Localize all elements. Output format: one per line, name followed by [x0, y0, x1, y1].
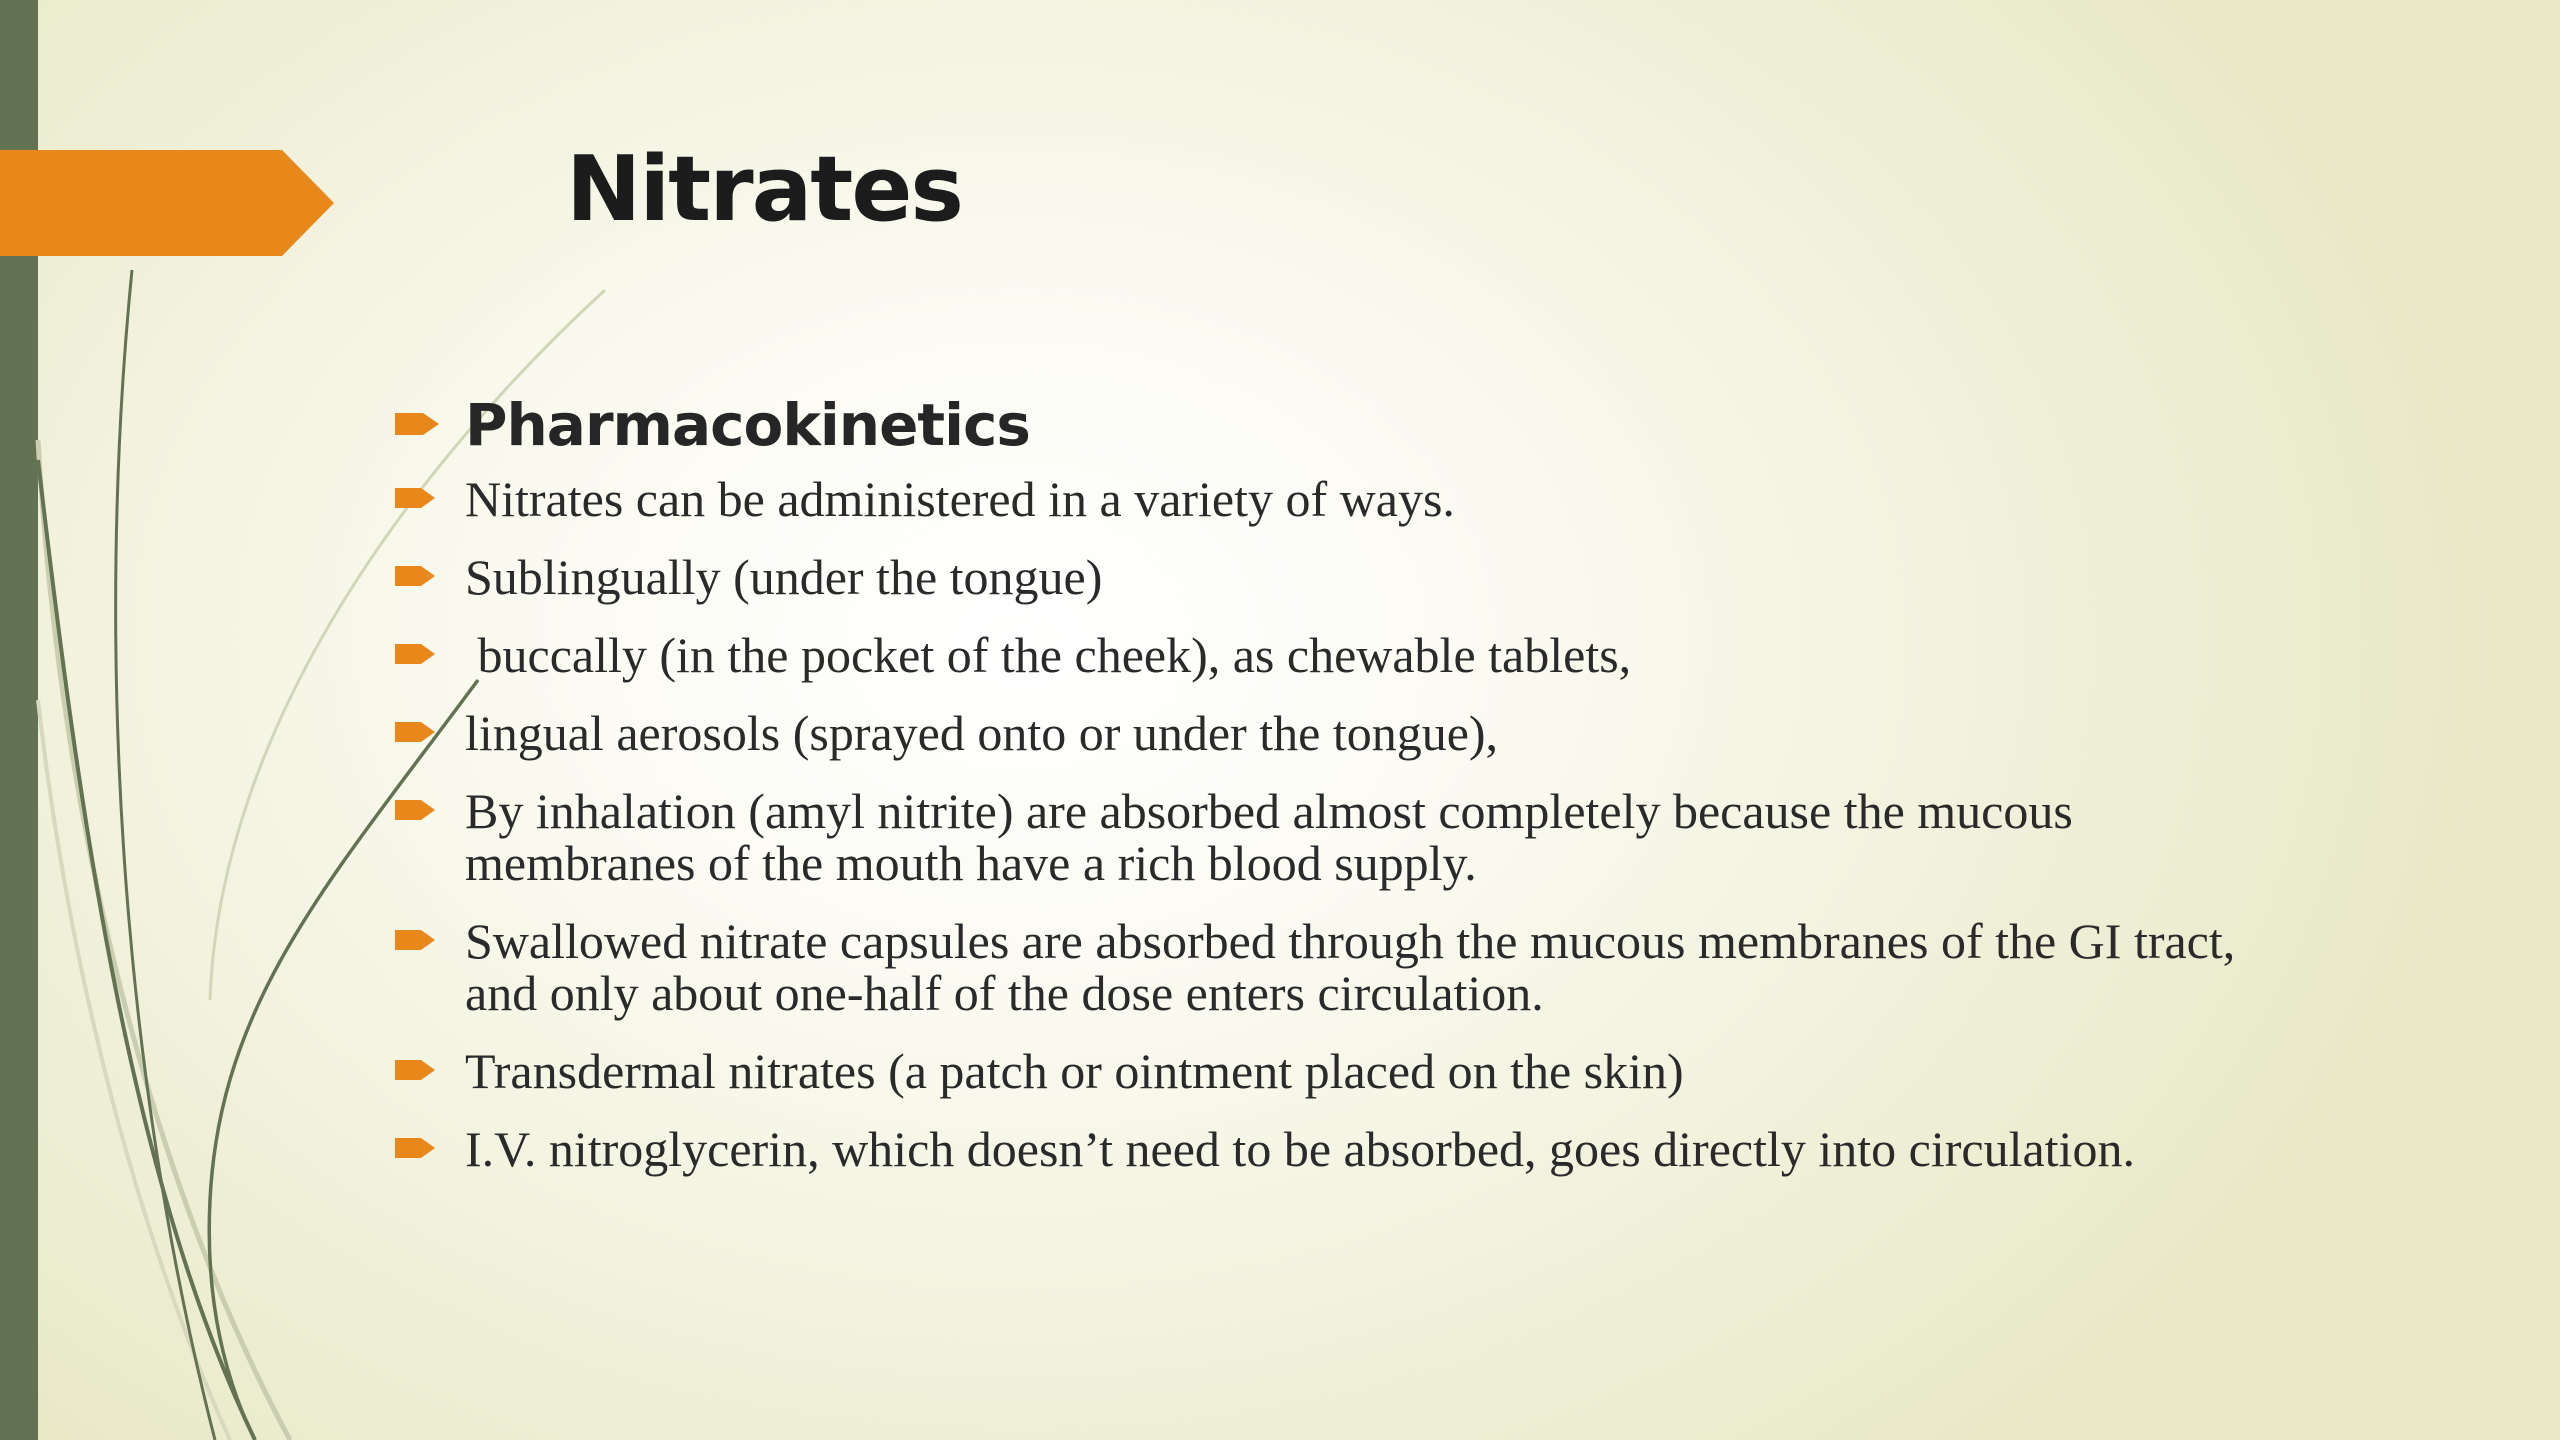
bullet-item — [395, 707, 2255, 759]
bullet-item — [395, 1045, 2255, 1097]
bullet-item — [395, 473, 2255, 525]
slide-title: Nitrates — [566, 137, 962, 242]
arrow-bullet-icon — [395, 797, 437, 823]
bullet-text: Swallowed nitrate capsules are absorbed through the mucous membranes of the GI tract, and only about one-half of the dose enters circulation. — [465, 913, 2236, 1021]
arrow-bullet-icon — [395, 409, 441, 439]
bullet-text: Nitrates can be administered in a variety of ways. — [465, 471, 1455, 527]
arrow-bullet-icon — [395, 1057, 437, 1083]
arrow-bullet-icon — [395, 719, 437, 745]
bullet-list — [395, 385, 2255, 1201]
bullet-text: Transdermal nitrates (a patch or ointment placed on the skin) — [465, 1043, 1684, 1099]
bullet-item-heading — [395, 385, 2255, 465]
bullet-item — [395, 785, 2255, 889]
arrow-bullet-icon — [395, 485, 437, 511]
bullet-text: Sublingually (under the tongue) — [465, 549, 1103, 605]
bullet-text: I.V. nitroglycerin, which doesn’t need to be absorbed, goes directly into circulation. — [465, 1121, 2135, 1177]
bullet-item — [395, 1123, 2255, 1175]
arrow-bullet-icon — [395, 1135, 437, 1161]
arrow-bullet-icon — [395, 927, 437, 953]
bullet-item — [395, 629, 2255, 681]
bullet-text: buccally (in the pocket of the cheek), as chewable tablets, — [465, 627, 1632, 683]
bullet-text: Pharmacokinetics — [465, 391, 1030, 459]
title-arrow-banner — [0, 0, 340, 260]
arrow-bullet-icon — [395, 563, 437, 589]
bullet-text: By inhalation (amyl nitrite) are absorbed almost completely because the mucous membranes of the mouth have a rich blood supply. — [465, 783, 2073, 891]
bullet-text: lingual aerosols (sprayed onto or under the tongue), — [465, 705, 1499, 761]
bullet-item — [395, 551, 2255, 603]
bullet-item — [395, 915, 2255, 1019]
arrow-bullet-icon — [395, 641, 437, 667]
